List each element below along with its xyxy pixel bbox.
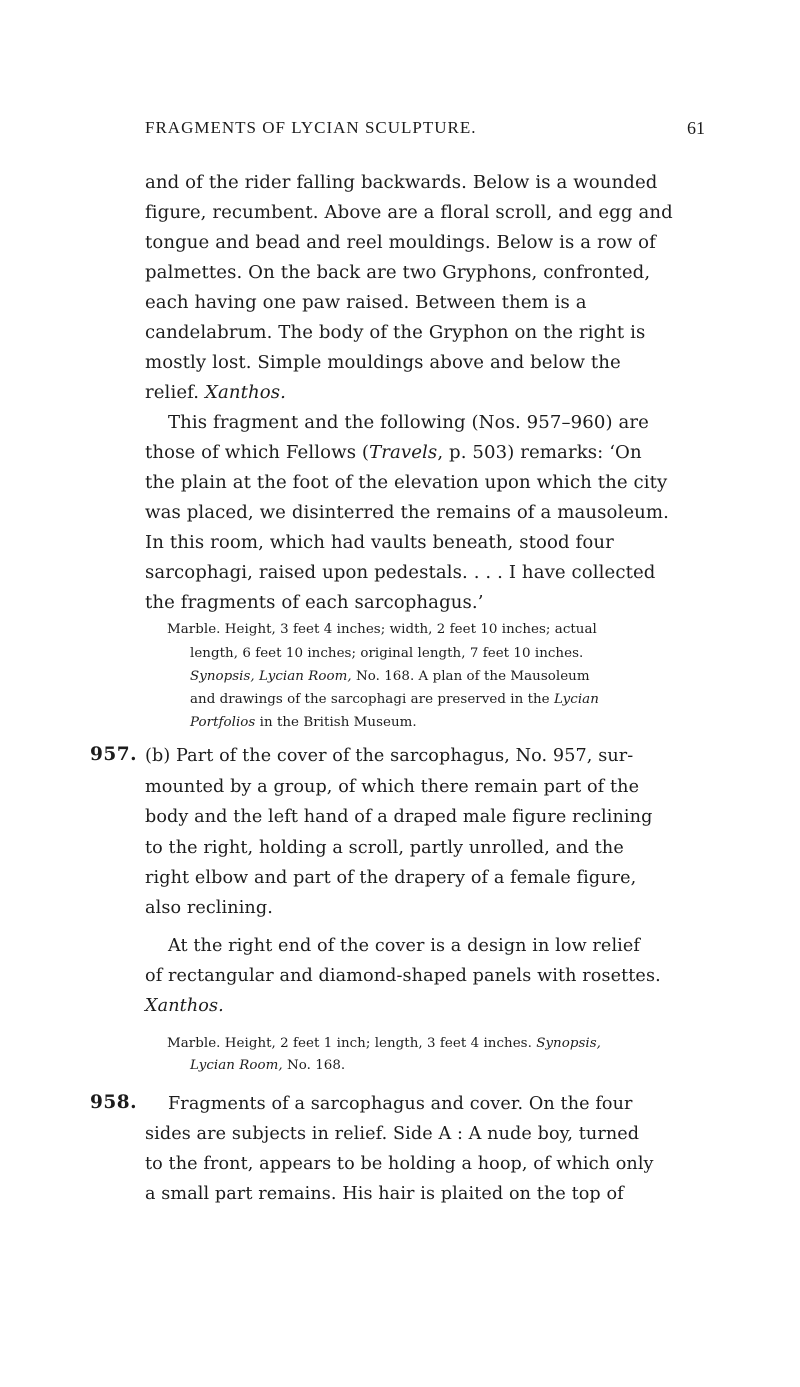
text-line: sarcophagi, raised upon pedestals. . . . I have collected xyxy=(145,562,656,583)
place-name: Xanthos. xyxy=(145,996,224,1016)
note-line: Marble. Height, 3 feet 4 inches; width, 2 feet 10 inches; actual xyxy=(167,622,597,637)
entry-number: 958. xyxy=(90,1092,138,1113)
text-line: mounted by a group, of which there remain part of the xyxy=(145,777,640,797)
text-span: those of which Fellows ( xyxy=(145,442,370,463)
page-header xyxy=(145,118,705,144)
text-line: to the front, appears to be holding a hoop, of which only xyxy=(145,1154,654,1174)
text-line: palmettes. On the back are two Gryphons, confronted, xyxy=(145,262,651,283)
text-line: to the right, holding a scroll, partly unrolled, and the xyxy=(145,838,624,858)
text-line: the fragments of each sarcophagus.’ xyxy=(145,592,484,613)
text-line: each having one paw raised. Between them is a xyxy=(145,292,587,313)
text-span: Marble. Height, 2 feet 1 inch; length, 3 feet 4 inches. xyxy=(167,1036,537,1051)
place-name: Xanthos. xyxy=(205,382,286,403)
text-span: in the British Museum. xyxy=(255,715,417,730)
text-span: and drawings of the sarcophagi are preserved in the xyxy=(190,692,554,707)
work-title: Synopsis, xyxy=(536,1036,601,1051)
text-line: Fragments of a sarcophagus and cover. On the four xyxy=(168,1094,633,1114)
text-span: No. 168. xyxy=(282,1058,346,1073)
note-line xyxy=(190,1058,345,1073)
note-line xyxy=(190,715,417,730)
text-line: right elbow and part of the drapery of a female figure, xyxy=(145,868,637,888)
work-title: Synopsis, Lycian Room, xyxy=(190,669,352,684)
text-line: of rectangular and diamond-shaped panels with rosettes. xyxy=(145,966,661,986)
text-span: Part of the cover of the sarcophagus, No. 957, sur- xyxy=(170,746,634,766)
entry-number: 957. xyxy=(90,744,138,765)
running-title: FRAGMENTS OF LYCIAN SCULPTURE. xyxy=(145,118,477,137)
text-line: the plain at the foot of the elevation upon which the city xyxy=(145,472,668,493)
text-line: sides are subjects in relief. Side A : A nude boy, turned xyxy=(145,1124,640,1144)
work-title: Lycian Room, xyxy=(190,1058,283,1073)
text-span: relief. xyxy=(145,382,200,403)
text-line: also reclining. xyxy=(145,898,273,918)
text-line xyxy=(145,996,224,1016)
text-line xyxy=(145,382,286,403)
note-line xyxy=(190,692,599,707)
text-line: body and the left hand of a draped male figure reclining xyxy=(145,807,653,827)
note-line: length, 6 feet 10 inches; original length, 7 feet 10 inches. xyxy=(190,646,584,661)
text-line: This fragment and the following (Nos. 957–960) are xyxy=(168,412,649,433)
text-line: In this room, which had vaults beneath, stood four xyxy=(145,532,614,553)
text-line xyxy=(145,746,633,766)
note-line xyxy=(167,1036,601,1051)
text-line: and of the rider falling backwards. Below is a wounded xyxy=(145,172,658,193)
text-line: At the right end of the cover is a design in low relief xyxy=(168,936,641,956)
text-line xyxy=(145,442,642,463)
text-line: figure, recumbent. Above are a floral scroll, and egg and xyxy=(145,202,673,223)
text-line: was placed, we disinterred the remains of a mausoleum. xyxy=(145,502,670,523)
text-span: (b) xyxy=(145,746,171,766)
text-span: No. 168. A plan of the Mausoleum xyxy=(351,669,590,684)
text-line: tongue and bead and reel mouldings. Below is a row of xyxy=(145,232,656,253)
work-title: Travels xyxy=(369,442,438,463)
work-title: Portfolios xyxy=(190,715,256,730)
work-title: Lycian xyxy=(553,692,599,707)
text-line: a small part remains. His hair is plaited on the top of xyxy=(145,1184,624,1204)
text-line: mostly lost. Simple mouldings above and below the xyxy=(145,352,621,373)
page-number: 61 xyxy=(687,118,705,138)
text-span: , p. 503) remarks: ‘On xyxy=(437,442,642,463)
note-line xyxy=(190,669,590,684)
text-line: candelabrum. The body of the Gryphon on the right is xyxy=(145,322,646,343)
